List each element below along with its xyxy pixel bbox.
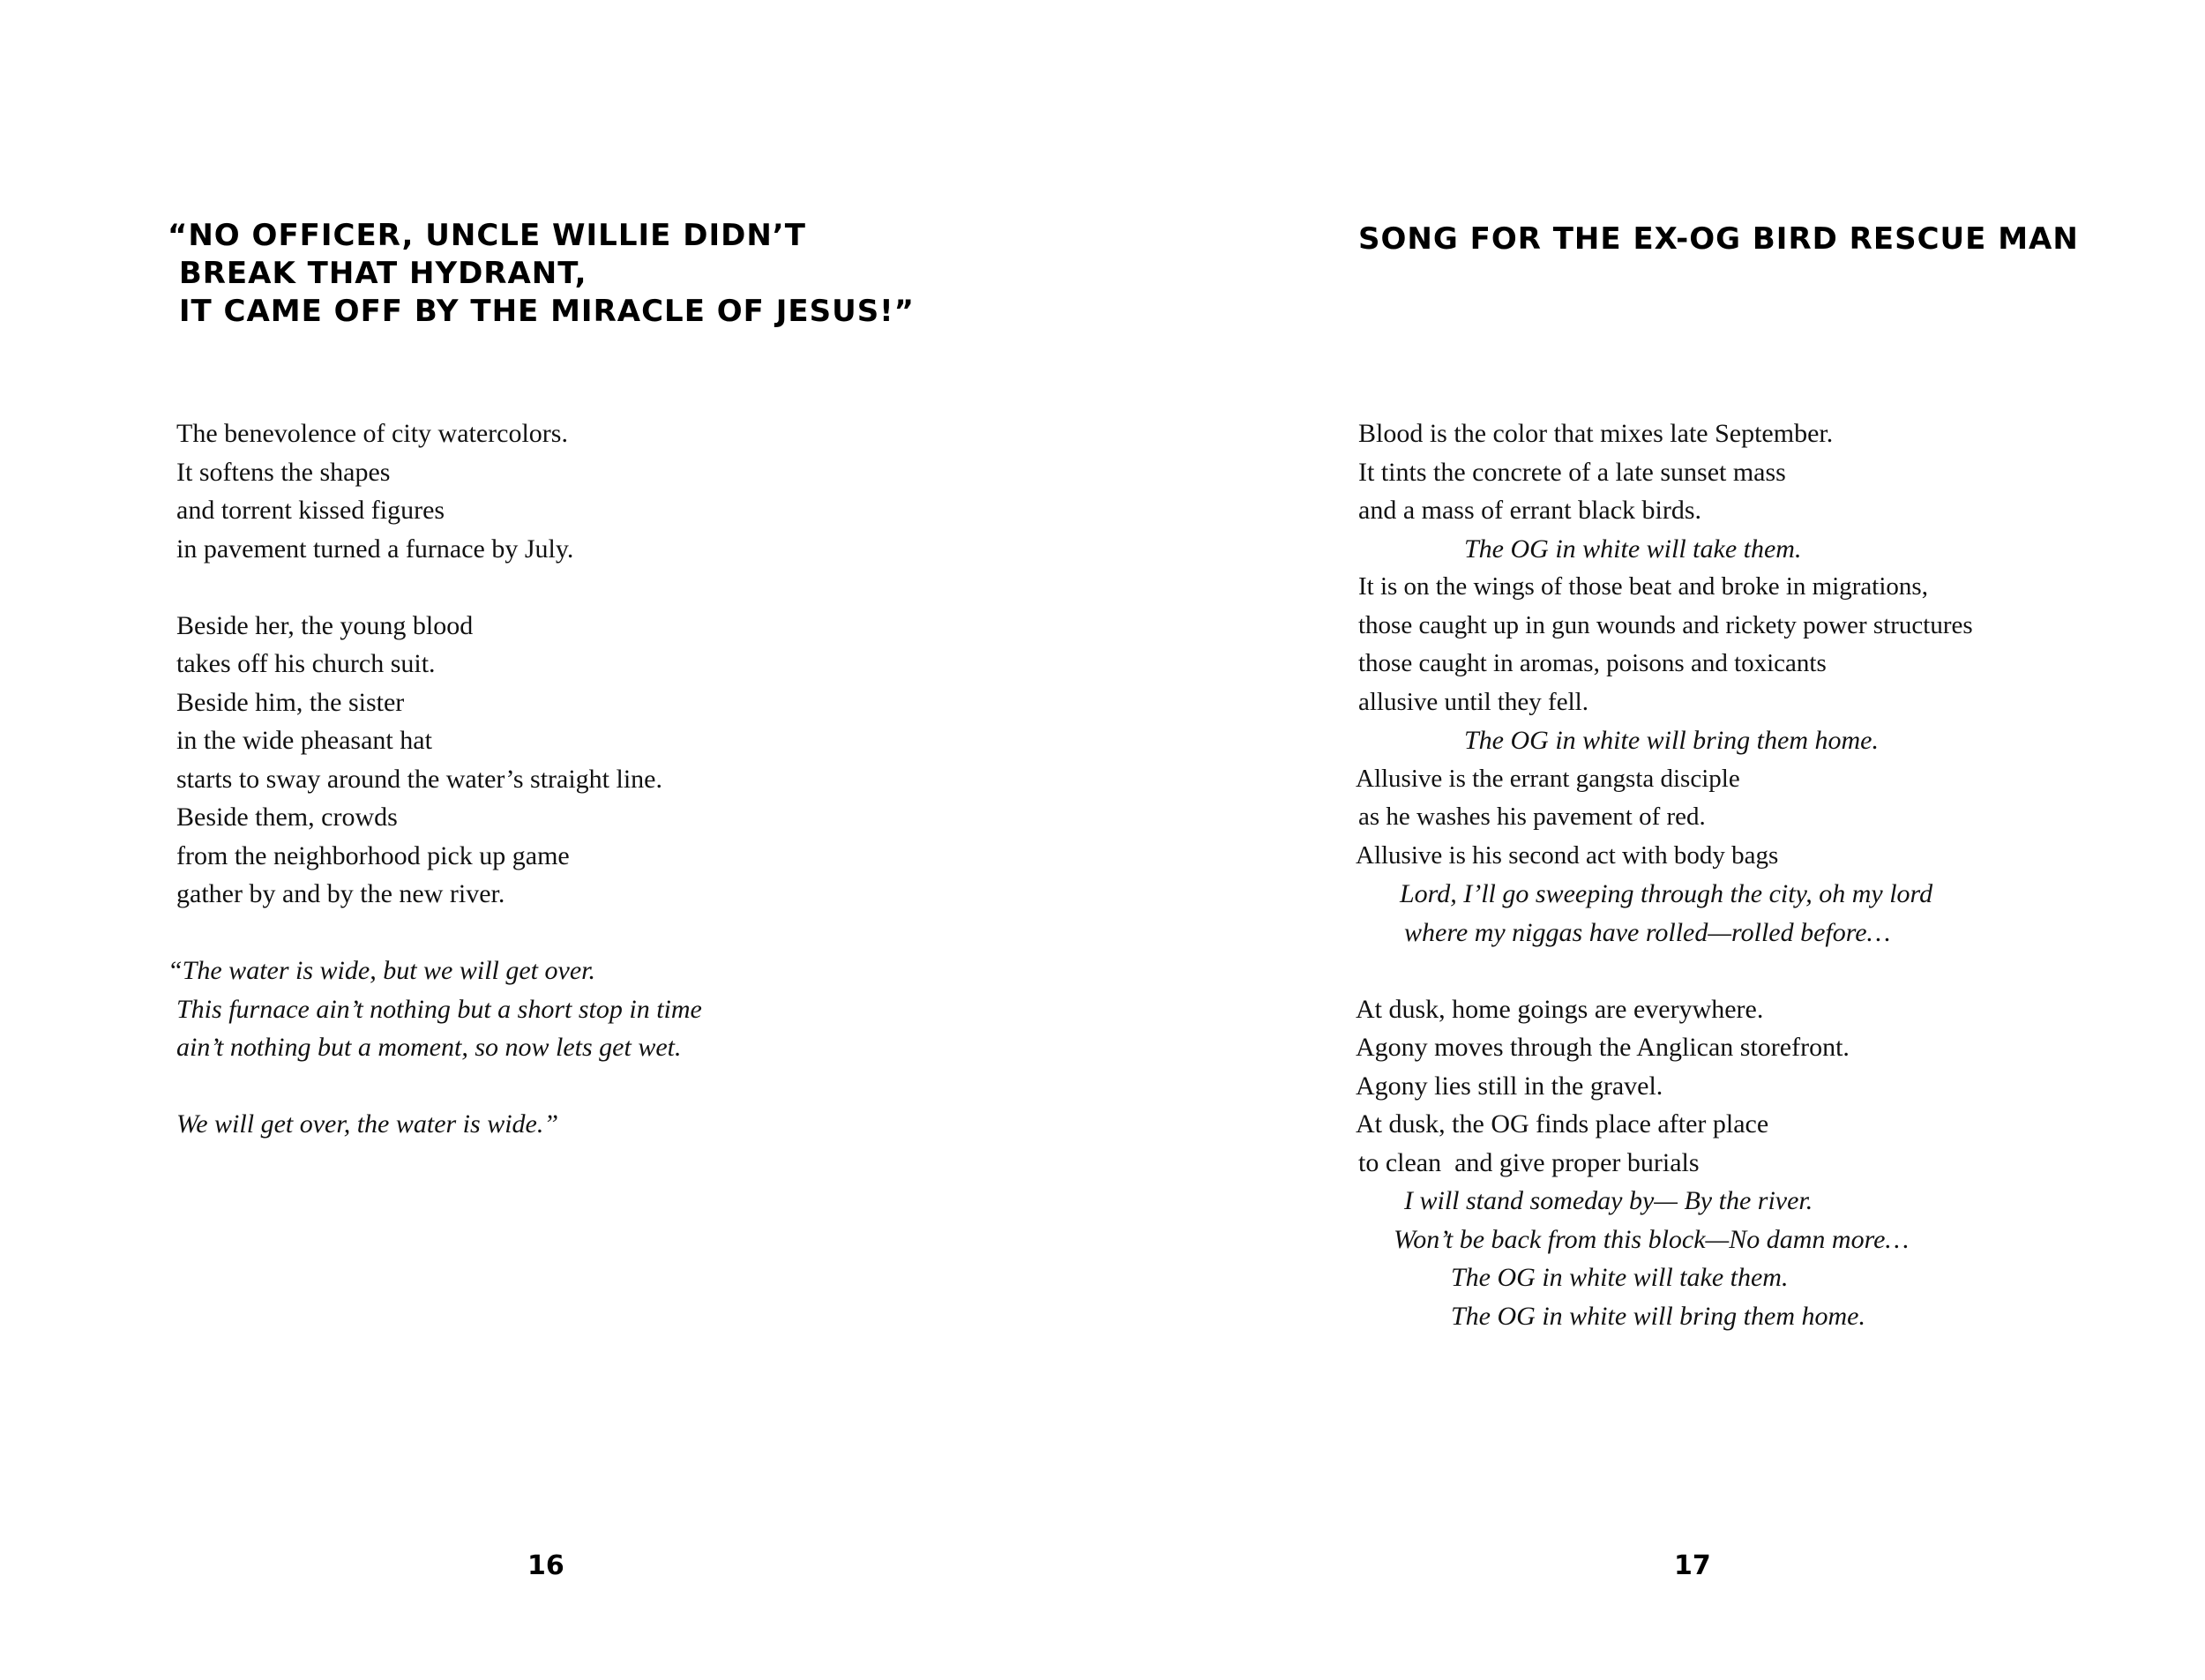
poem-line: It softens the shapes [176, 457, 391, 487]
title-line: IT CAME OFF BY THE MIRACLE OF JESUS!” [168, 294, 916, 329]
poem-line: The OG in white will bring them home. [1451, 1301, 1865, 1331]
poem-line: those caught up in gun wounds and rickety power structures [1358, 610, 1973, 639]
poem-line: This furnace ain’t nothing but a short stop in time [176, 994, 702, 1024]
title-line: “NO OFFICER, UNCLE WILLIE DIDN’T [168, 218, 806, 253]
poem-line: Allusive is his second act with body bags [1356, 840, 1779, 870]
poem-line: Beside her, the young blood [176, 610, 474, 640]
poem-line: to clean and give proper burials [1358, 1147, 1700, 1177]
poem-line: in pavement turned a furnace by July. [176, 534, 574, 564]
poem-line: gather by and by the new river. [176, 879, 505, 908]
left-page [0, 0, 1102, 1680]
poem-line: I will stand someday by— By the river. [1404, 1186, 1813, 1215]
poem-line: We will get over, the water is wide.” [176, 1109, 559, 1139]
title-line: SONG FOR THE EX-OG BIRD RESCUE MAN [1358, 221, 2079, 257]
poem-line: where my niggas have rolled—rolled before… [1404, 917, 1891, 947]
poem-line: takes off his church suit. [176, 649, 436, 678]
poem-line: At dusk, the OG finds place after place [1356, 1109, 1769, 1139]
stanza-break [176, 568, 702, 607]
poem-line: The benevolence of city watercolors. [176, 419, 568, 448]
poem-line: Blood is the color that mixes late September. [1358, 419, 1834, 448]
poem-line: Won’t be back from this block—No damn more… [1394, 1224, 1910, 1254]
poem-line: At dusk, home goings are everywhere. [1356, 994, 1764, 1024]
poem-line: The OG in white will take them. [1451, 1263, 1789, 1292]
poem-line: It tints the concrete of a late sunset mass [1358, 457, 1786, 487]
page-number-left: 16 [527, 1550, 564, 1581]
stanza-break [1358, 952, 1973, 990]
poem-line: Agony lies still in the gravel. [1356, 1071, 1663, 1101]
poem-line: and torrent kissed figures [176, 496, 445, 525]
poem-line: as he washes his pavement of red. [1358, 803, 1706, 831]
poem-title-left [168, 217, 915, 331]
poem-line: from the neighborhood pick up game [176, 840, 570, 870]
stanza-break [176, 1067, 702, 1106]
right-page [1102, 0, 2205, 1680]
poem-line: Allusive is the errant gangsta disciple [1356, 764, 1740, 793]
poem-body-right [1358, 414, 1973, 1335]
poem-line: Beside them, crowds [176, 803, 398, 832]
poem-line: those caught in aromas, poisons and toxicants [1358, 649, 1827, 677]
poem-line: allusive until they fell. [1358, 687, 1588, 716]
poem-line: Agony moves through the Anglican storefront. [1356, 1033, 1850, 1062]
page-number-right: 17 [1674, 1550, 1711, 1581]
poem-line: starts to sway around the water’s straight line. [176, 764, 662, 794]
poem-line: and a mass of errant black birds. [1358, 496, 1702, 525]
poem-line: Beside him, the sister [176, 687, 405, 717]
title-line: BREAK THAT HYDRANT, [168, 256, 587, 291]
poem-title-right [1358, 220, 2079, 258]
poem-line: “The water is wide, but we will get over. [168, 956, 595, 985]
poem-line: in the wide pheasant hat [176, 726, 432, 755]
poem-line: The OG in white will take them. [1464, 534, 1802, 564]
stanza-break [176, 914, 702, 952]
poem-line: The OG in white will bring them home. [1464, 726, 1879, 755]
poem-body-left [168, 414, 702, 1144]
poem-line: Lord, I’ll go sweeping through the city, oh my lord [1400, 879, 1933, 908]
poem-line: ain’t nothing but a moment, so now lets get wet. [176, 1033, 682, 1062]
poem-line: It is on the wings of those beat and broke in migrations, [1358, 572, 1928, 601]
